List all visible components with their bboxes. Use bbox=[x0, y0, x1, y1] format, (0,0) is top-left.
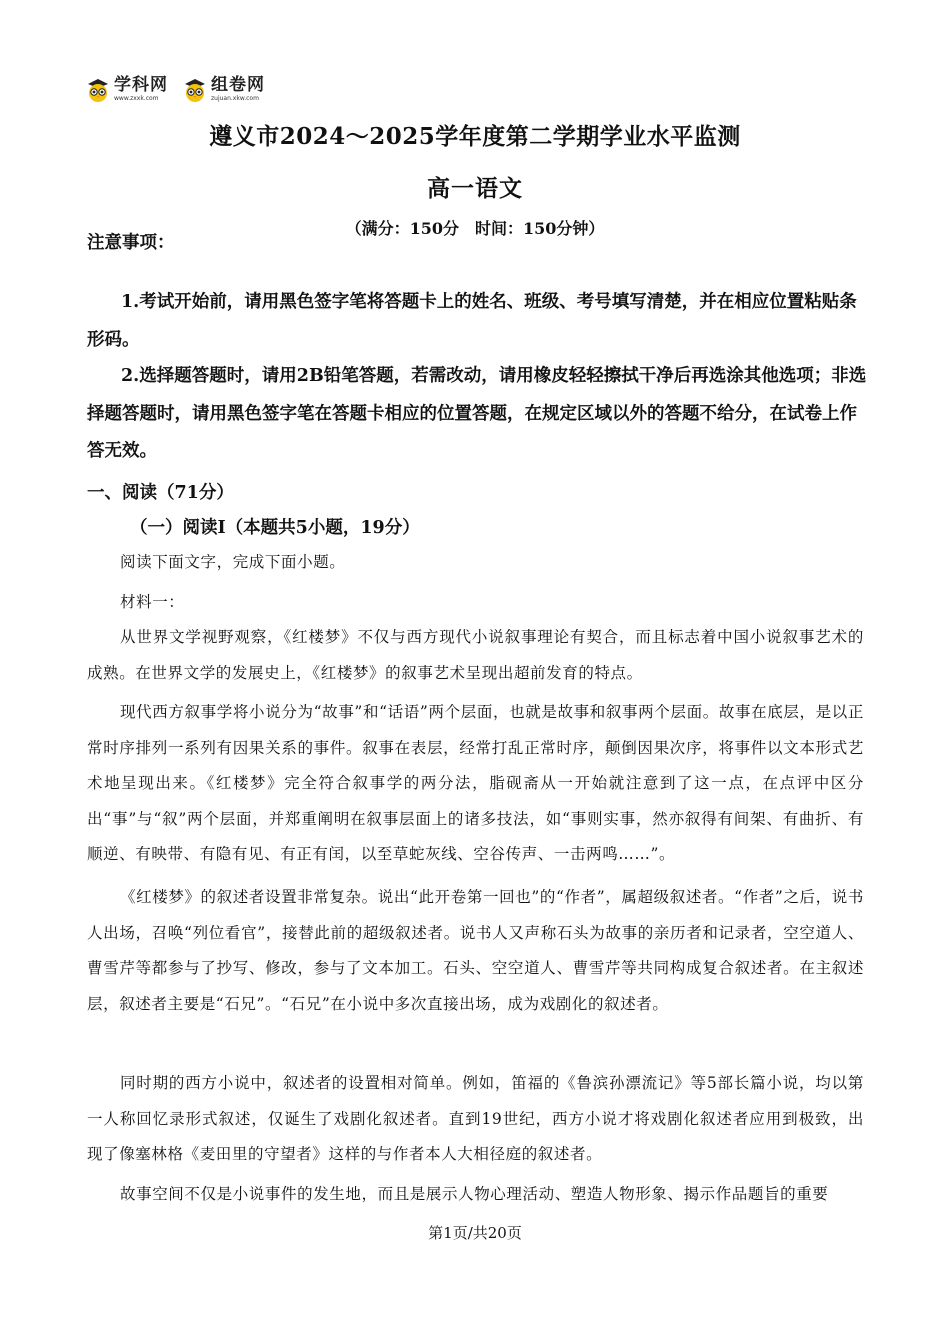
logo-url: www.zxxk.com bbox=[114, 94, 159, 102]
score-time: （满分：150分 时间：150分钟） bbox=[345, 219, 605, 238]
notice-item-text: 2.选择题答题时，请用2B铅笔答题，若需改动，请用橡皮轻轻擦拭干净后再选涂其他选项；非选择题答题时，请用黑色签字笔在答题卡相应的位置答题，在规定区域以外的答题不给分，在试卷上作答无效。 bbox=[87, 366, 867, 461]
xuekewang-logo bbox=[85, 76, 168, 102]
instruction: 阅读下面文字，完成下面小题。 bbox=[120, 553, 346, 571]
notice-heading: 注意事项： bbox=[87, 233, 175, 253]
owl-mascot-icon bbox=[85, 76, 111, 102]
zujuanwang-logo bbox=[182, 76, 265, 102]
paragraph: 故事空间不仅是小说事件的发生地，而且是展示人物心理活动、塑造人物形象、揭示作品题旨的重要 bbox=[120, 1185, 829, 1203]
exam-title: 遵义市2024～2025学年度第二学期学业水平监测 bbox=[209, 123, 741, 150]
material-label: 材料一： bbox=[120, 593, 185, 611]
owl-mascot-icon bbox=[182, 76, 208, 102]
paragraph: 同时期的西方小说中，叙述者的设置相对简单。例如，笛福的《鲁滨孙漂流记》等5部长篇小说，均以第一人称回忆录形式叙述，仅诞生了戏剧化叙述者。直到19世纪，西方小说才将戏剧化叙述者应用到极致，出现了像塞林格《麦田里的守望者》这样的与作者本人大相径庭的叙述者。 bbox=[87, 1074, 864, 1163]
notice-item bbox=[87, 284, 867, 359]
logo-url: zujuan.xkw.com bbox=[211, 94, 259, 102]
exam-subject: 高一语文 bbox=[427, 175, 523, 202]
subsection-title: （一）阅读Ⅰ（本题共5小题，19分） bbox=[130, 518, 420, 538]
notice-item-text: 1.考试开始前，请用黑色签字笔将答题卡上的姓名、班级、考号填写清楚，并在相应位置粘贴条形码。 bbox=[87, 292, 857, 350]
section-title: 一、阅读（71分） bbox=[87, 483, 234, 503]
paragraph: 现代西方叙事学将小说分为“故事”和“话语”两个层面，也就是故事和叙事两个层面。故事在底层，是以正常时序排列一系列有因果关系的事件。叙事在表层，经常打乱正常时序，颠倒因果次序，将事件以文本形式艺术地呈现出来。《红楼梦》完全符合叙事学的两分法，脂砚斋从一开始就注意到了这一点，在点评中区分出“事”与“叙”两个层面，并郑重阐明在叙事层面上的诸多技法，如“事则实事，然亦叙得有间架、有曲折、有顺逆、有映带、有隐有见、有正有闰，以至草蛇灰线、空谷传声、一击两鸣……”。 bbox=[87, 703, 864, 863]
logo-name: 学科网 bbox=[114, 74, 168, 95]
logo-name: 组卷网 bbox=[211, 74, 265, 95]
paragraph: 《红楼梦》的叙述者设置非常复杂。说出“此开卷第一回也”的“作者”，属超级叙述者。“作者”之后，说书人出场，召唤“列位看官”，接替此前的超级叙述者。说书人又声称石头为故事的亲历者和记录者，空空道人、曹雪芹等都参与了抄写、修改，参与了文本加工。石头、空空道人、曹雪芹等共同构成复合叙述者。在主叙述层，叙述者主要是“石兄”。“石兄”在小说中多次直接出场，成为戏剧化的叙述者。 bbox=[87, 888, 864, 1013]
page-number: 第1页/共20页 bbox=[428, 1224, 522, 1242]
notice-item bbox=[87, 358, 867, 471]
paragraph: 从世界文学视野观察，《红楼梦》不仅与西方现代小说叙事理论有契合，而且标志着中国小说叙事艺术的成熟。在世界文学的发展史上，《红楼梦》的叙事艺术呈现出超前发育的特点。 bbox=[87, 628, 864, 682]
header-logos bbox=[85, 72, 279, 106]
